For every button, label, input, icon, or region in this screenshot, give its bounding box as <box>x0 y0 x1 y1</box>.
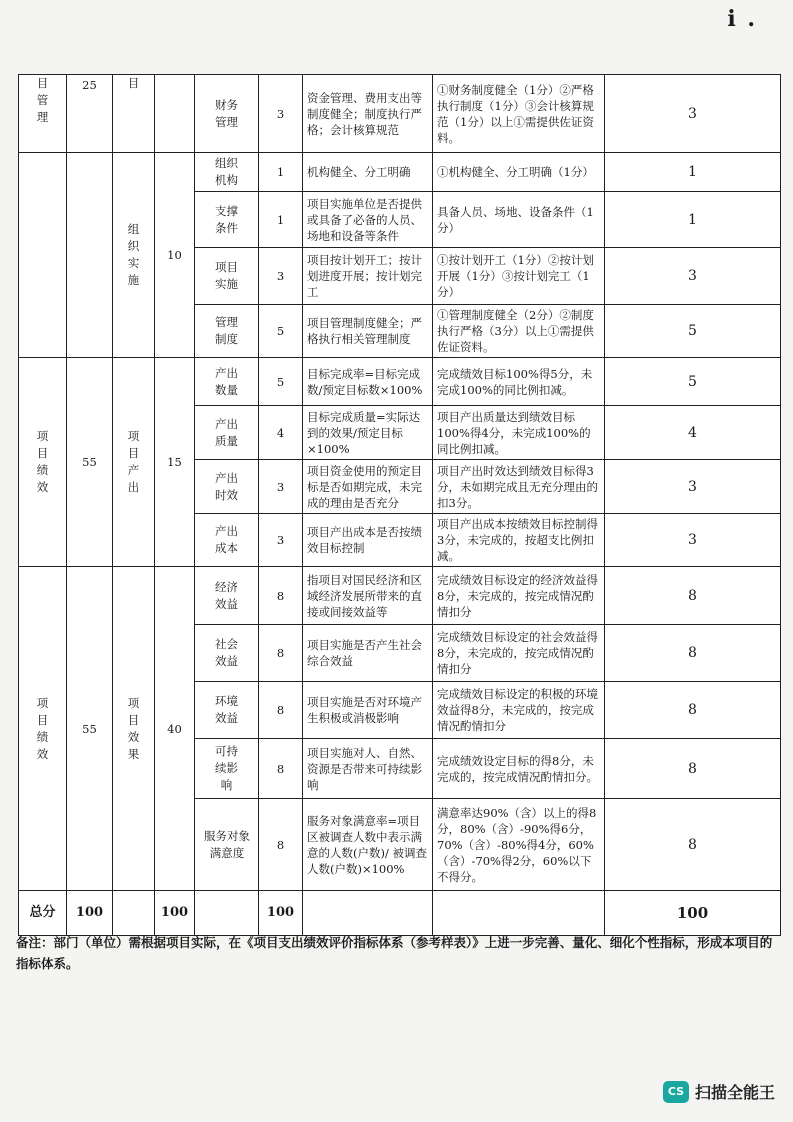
indicator-weight: 4 <box>259 406 303 460</box>
indicator-table <box>18 74 781 936</box>
score-value: 5 <box>605 305 781 358</box>
table-row <box>19 358 781 406</box>
camscanner-logo-icon: CS <box>663 1081 689 1103</box>
indicator-description: 目标完成质量=实际达到的效果/预定目标×100% <box>303 406 433 460</box>
level1-weight: 55 <box>67 567 113 891</box>
corner-mark: i . <box>727 6 757 32</box>
indicator-weight: 1 <box>259 153 303 192</box>
indicator-name: 环境效益 <box>215 694 238 725</box>
indicator-description: 资金管理、费用支出等制度健全；制度执行严格；会计核算规范 <box>303 75 433 153</box>
indicator-weight: 5 <box>259 358 303 406</box>
level2-category: 组织实施 <box>127 222 140 287</box>
indicator-weight: 3 <box>259 514 303 567</box>
level1-weight: 55 <box>67 358 113 567</box>
level2-weight: 15 <box>155 358 195 567</box>
scoring-standard: 完成绩效目标设定的积极的环境效益得8分，未完成的，按完成情况酌情扣分 <box>433 682 605 739</box>
score-value: 5 <box>605 358 781 406</box>
indicator-name: 管理制度 <box>215 315 238 346</box>
indicator-weight: 8 <box>259 799 303 891</box>
indicator-description: 项目按计划开工；按计划进度开展；按计划完工 <box>303 248 433 305</box>
indicator-description: 项目实施单位是否提供或具备了必备的人员、场地和设备等条件 <box>303 192 433 248</box>
indicator-weight: 5 <box>259 305 303 358</box>
score-value: 8 <box>605 682 781 739</box>
score-value: 3 <box>605 248 781 305</box>
level2-category: 项目产出 <box>127 429 140 494</box>
indicator-weight: 1 <box>259 192 303 248</box>
indicator-description: 项目产出成本是否按绩效目标控制 <box>303 514 433 567</box>
scoring-standard: 具备人员、场地、设备条件（1分） <box>433 192 605 248</box>
indicator-name: 可持续影响 <box>215 744 238 792</box>
scoring-standard: 满意率达90%（含）以上的得8分，80%（含）-90%得6分，70%（含）-80%得4分，60%（含）-70%得2分，60%以下不得分。 <box>433 799 605 891</box>
level2-weight: 40 <box>155 567 195 891</box>
score-value: 8 <box>605 625 781 682</box>
scoring-standard: 完成绩效目标100%得5分，未完成100%的同比例扣减。 <box>433 358 605 406</box>
score-value: 1 <box>605 192 781 248</box>
level1-category: 项目绩效 <box>36 695 49 761</box>
score-value: 4 <box>605 406 781 460</box>
indicator-description: 机构健全、分工明确 <box>303 153 433 192</box>
score-value: 3 <box>605 514 781 567</box>
indicator-name: 项目实施 <box>215 260 238 291</box>
table-row <box>19 153 781 192</box>
scanner-watermark <box>663 1080 775 1103</box>
indicator-weight: 3 <box>259 460 303 514</box>
total-level1-weight: 100 <box>67 891 113 936</box>
indicator-name: 服务对象满意度 <box>204 828 250 860</box>
total-indicator-weight: 100 <box>259 891 303 936</box>
score-value: 8 <box>605 739 781 799</box>
footnote: 备注：部门（单位）需根据项目实际，在《项目支出绩效评价指标体系（参考样表）》上进一步完善、量化、细化个性指标，形成本项目的指标体系。 <box>16 935 773 971</box>
scoring-standard: ①管理制度健全（2分）②制度执行严格（3分）以上①需提供佐证资料。 <box>433 305 605 358</box>
scoring-standard: ①财务制度健全（1分）②严格执行制度（1分）③会计核算规范（1分）以上①需提供佐证资料。 <box>433 75 605 153</box>
scoring-standard: 项目产出成本按绩效目标控制得3分，未完成的，按超支比例扣减。 <box>433 514 605 567</box>
table-row <box>19 75 781 153</box>
indicator-weight: 8 <box>259 567 303 625</box>
indicator-description: 项目实施对人、自然、资源是否带来可持续影响 <box>303 739 433 799</box>
indicator-name: 经济效益 <box>215 579 238 611</box>
indicator-name: 组织机构 <box>215 156 238 187</box>
indicator-name: 产出时效 <box>215 470 238 502</box>
scoring-standard: 项目产出质量达到绩效目标100%得4分，未完成100%的同比例扣减。 <box>433 406 605 460</box>
score-value: 3 <box>605 75 781 153</box>
indicator-name: 社会效益 <box>215 637 238 668</box>
indicator-description: 目标完成率=目标完成数/预定目标数×100% <box>303 358 433 406</box>
total-label: 总分 <box>19 891 67 936</box>
scoring-standard: 完成绩效目标设定的经济效益得8分，未完成的，按完成情况酌情扣分 <box>433 567 605 625</box>
level1-category: 项目绩效 <box>36 429 49 494</box>
table-row <box>19 567 781 625</box>
indicator-weight: 3 <box>259 248 303 305</box>
indicator-description: 项目管理制度健全；严格执行相关管理制度 <box>303 305 433 358</box>
total-level2-weight: 100 <box>155 891 195 936</box>
total-score: 100 <box>605 891 781 936</box>
level2-category: 目 <box>127 76 140 90</box>
level2-weight: 10 <box>155 153 195 358</box>
indicator-name: 支撑条件 <box>215 203 238 235</box>
level1-category: 目管理 <box>36 76 49 124</box>
indicator-name: 产出数量 <box>215 365 238 397</box>
indicator-name: 产出质量 <box>215 416 238 448</box>
indicator-description: 指项目对国民经济和区域经济发展所带来的直接或间接效益等 <box>303 567 433 625</box>
indicator-description: 项目实施是否对环境产生积极或消极影响 <box>303 682 433 739</box>
indicator-name: 财务管理 <box>215 97 238 129</box>
indicator-table-sheet <box>18 74 780 936</box>
scoring-standard: ①按计划开工（1分）②按计划开展（1分）③按计划完工（1分） <box>433 248 605 305</box>
scoring-standard: 项目产出时效达到绩效目标得3分，未如期完成且无充分理由的扣3分。 <box>433 460 605 514</box>
indicator-weight: 8 <box>259 739 303 799</box>
score-value: 3 <box>605 460 781 514</box>
scoring-standard: 完成绩效设定目标的得8分，未完成的，按完成情况酌情扣分。 <box>433 739 605 799</box>
level1-weight: 25 <box>67 75 113 153</box>
scoring-standard: ①机构健全、分工明确（1分） <box>433 153 605 192</box>
score-value: 1 <box>605 153 781 192</box>
score-value: 8 <box>605 567 781 625</box>
indicator-name: 产出成本 <box>215 524 238 555</box>
scoring-standard: 完成绩效目标设定的社会效益得8分，未完成的，按完成情况酌情扣分 <box>433 625 605 682</box>
indicator-description: 服务对象满意率=项目区被调查人数中表示满意的人数(户数)/ 被调查人数(户数)×100% <box>303 799 433 891</box>
indicator-weight: 8 <box>259 682 303 739</box>
indicator-weight: 3 <box>259 75 303 153</box>
indicator-description: 项目资金使用的预定目标是否如期完成，未完成的理由是否充分 <box>303 460 433 514</box>
level2-category: 项目效果 <box>127 695 140 761</box>
indicator-description: 项目实施是否产生社会综合效益 <box>303 625 433 682</box>
indicator-weight: 8 <box>259 625 303 682</box>
watermark-text: 扫描全能王 <box>694 1083 775 1102</box>
score-value: 8 <box>605 799 781 891</box>
total-row <box>19 891 781 936</box>
